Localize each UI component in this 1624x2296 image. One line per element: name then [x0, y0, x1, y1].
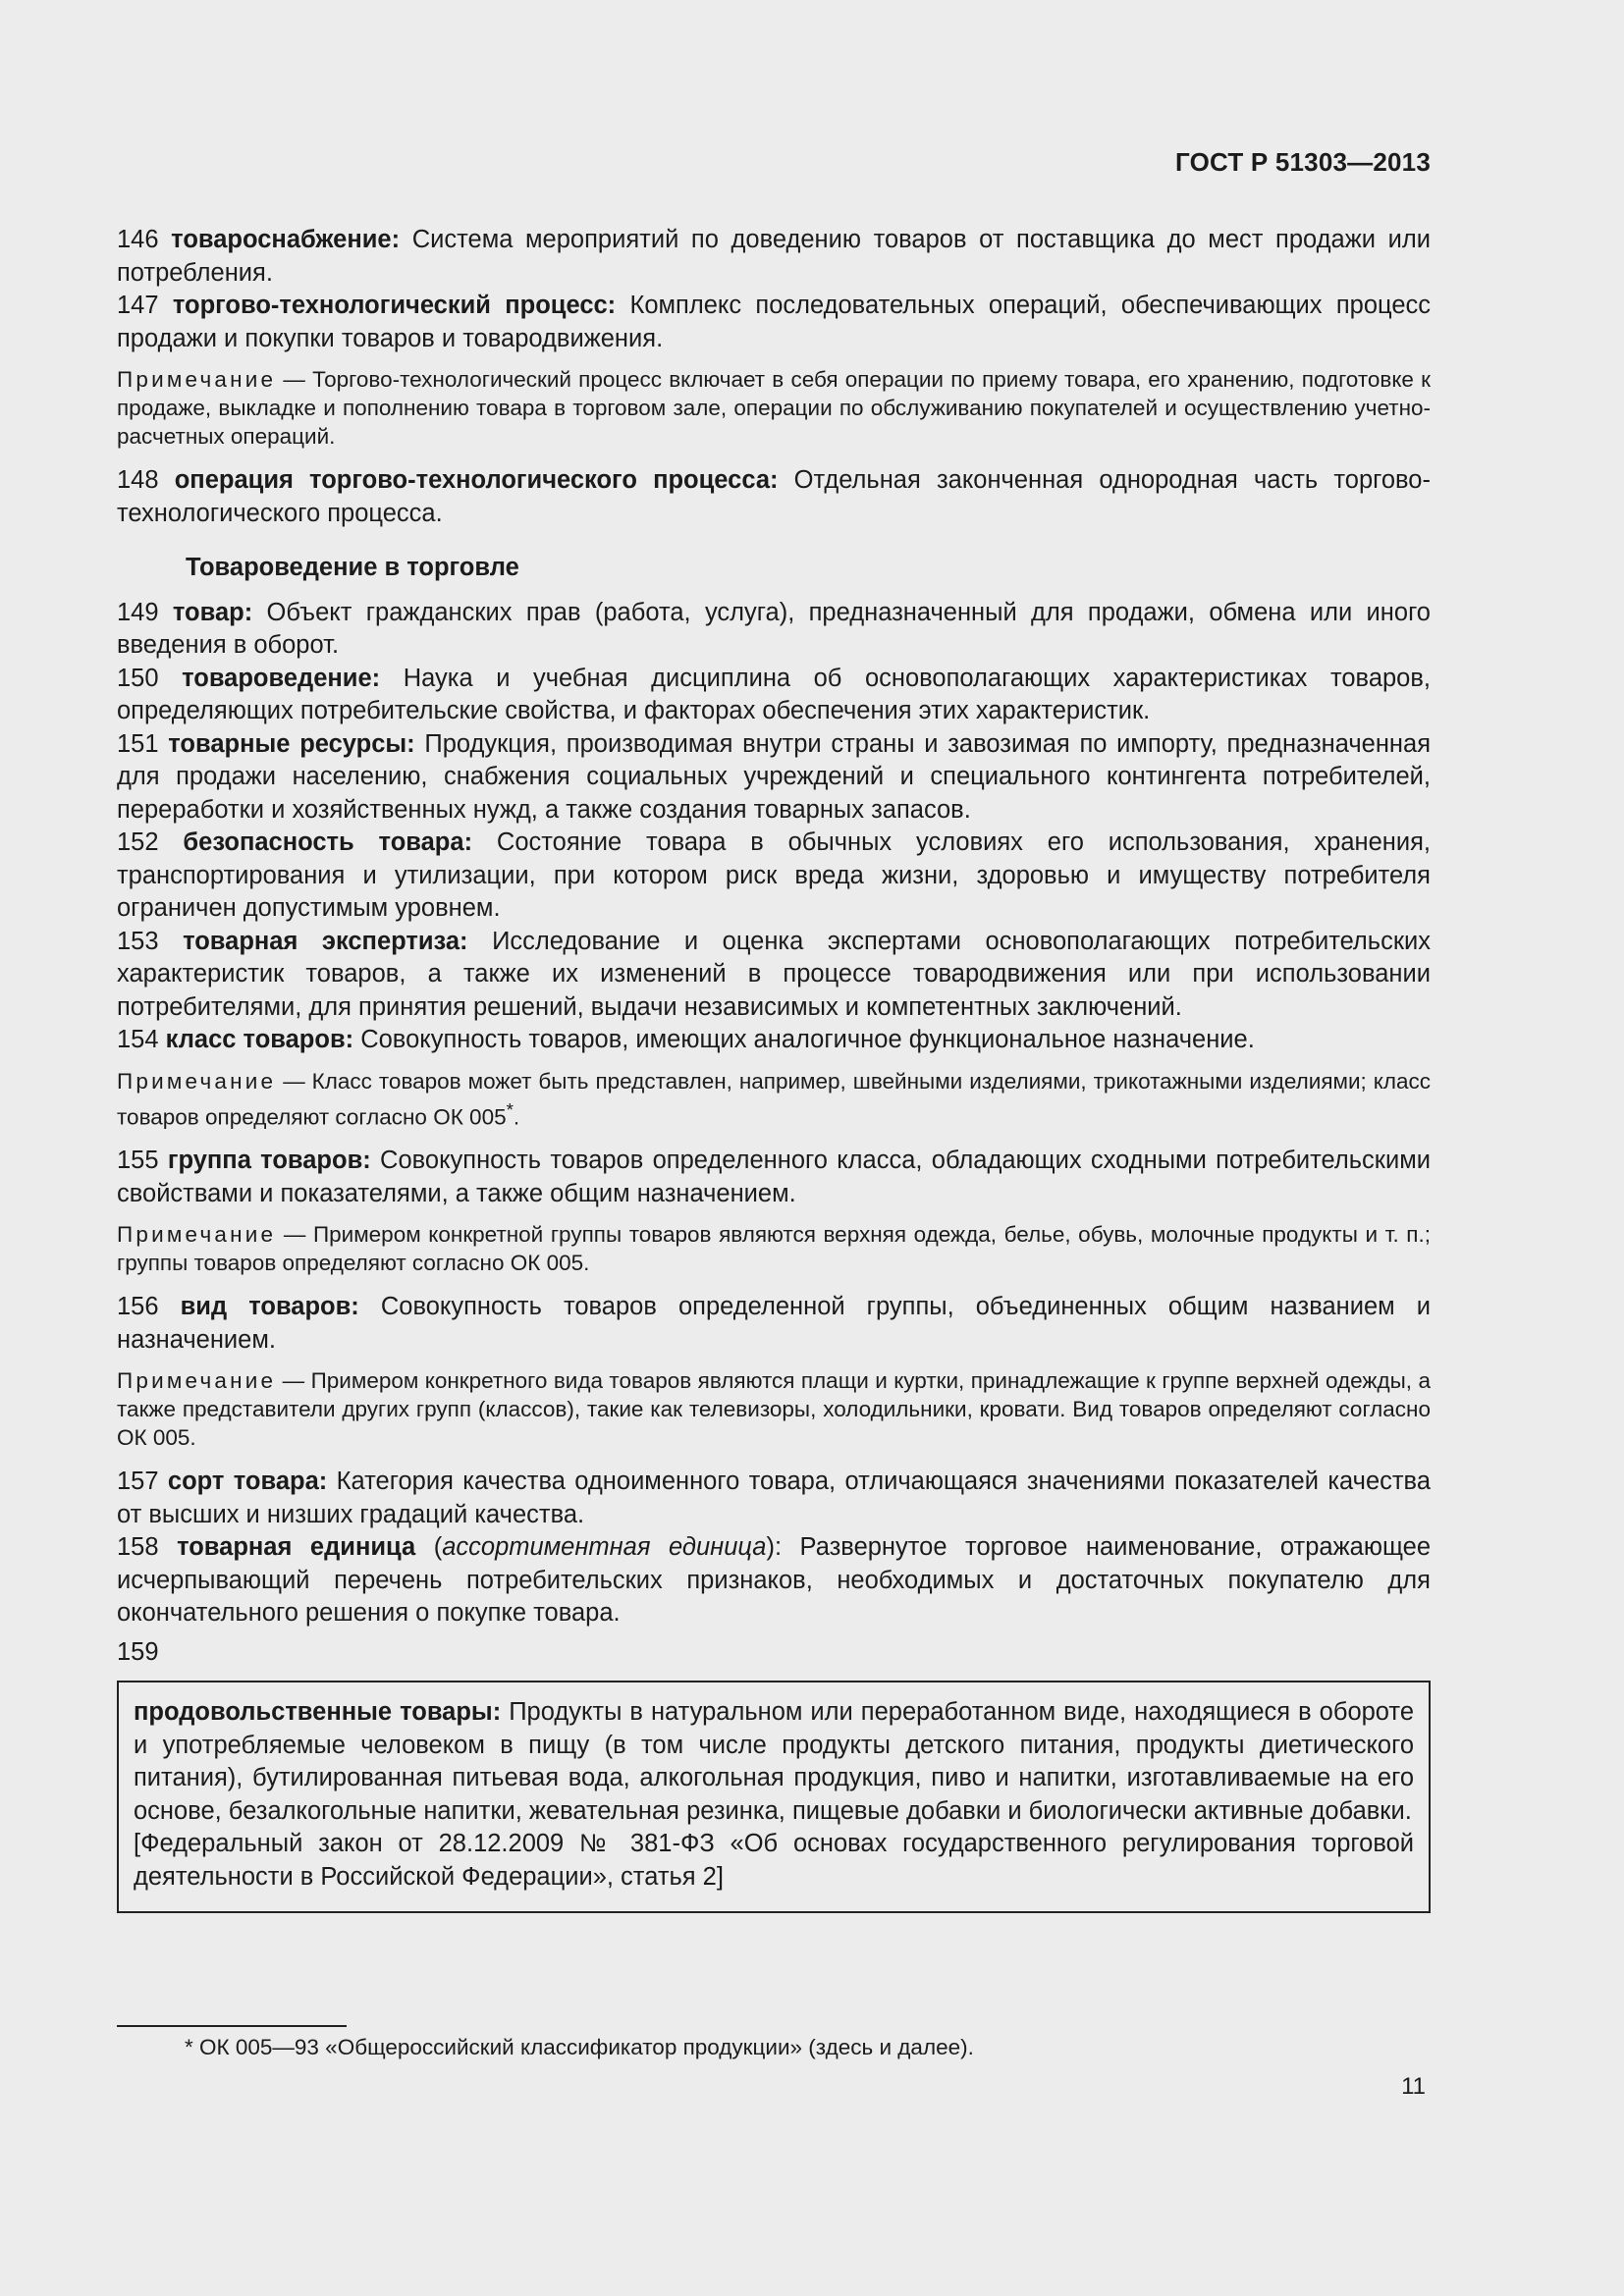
entry-number: 151: [117, 729, 159, 758]
entry-term: товарная экспертиза:: [183, 927, 468, 955]
note-end: .: [513, 1104, 520, 1129]
entry-term: вид товаров:: [180, 1293, 359, 1320]
boxed-definition-159: [117, 1681, 1431, 1913]
note-label: Примечание: [117, 1368, 277, 1393]
entry-number: 155: [117, 1147, 159, 1174]
entry-definition: Наука и учебная дисциплина об основополагающих характеристиках товаров, определяющих потребительские свойства, и факторах обеспечения этих характеристик.: [117, 664, 1431, 724]
entry-definition: Совокупность товаров определенной группы, объединенных общим названием и назначением.: [117, 1293, 1431, 1354]
main-content: [117, 224, 1431, 1913]
entry-154: [117, 1024, 1431, 1057]
entry-term: товароснабжение:: [171, 226, 401, 253]
entry-147: [117, 290, 1431, 355]
document-id-header: ГОСТ Р 51303—2013: [1175, 147, 1431, 177]
entry-definition: Объект гражданских прав (работа, услуга), предназначенный для продажи, обмена или иного введения в оборот.: [117, 598, 1431, 659]
entry-alt-term: ассортиментная единица: [442, 1533, 767, 1561]
entry-150: [117, 663, 1431, 728]
entry-159-number: 159: [117, 1637, 159, 1666]
entry-term: операция торгово-технологического процесса:: [174, 466, 779, 494]
entry-definition: Система мероприятий по доведению товаров от поставщика до мест продажи или потребления.: [117, 226, 1432, 287]
entry-term: торгово-технологический процесс:: [172, 292, 617, 319]
entry-term: сорт товара:: [167, 1468, 328, 1495]
entry-definition: Продукты в натуральном или переработанном виде, находящиеся в обороте и употребляемые человеком в пищу (в том числе продукты детского питания, продукты диетического питания), бутилированная питьевая вода, алкогольная продукция, пиво и напитки, изготавливаемые на его основе, безалкогольные напитки, жевательная резинка, пищевые добавки и биологически активные добавки.: [134, 1698, 1415, 1825]
entry-153: [117, 926, 1431, 1025]
note-label: Примечание: [117, 1222, 277, 1247]
entry-number: 147: [117, 292, 159, 319]
note-156: [117, 1366, 1431, 1452]
entry-term: группа товаров:: [167, 1147, 371, 1174]
note-text: — Торгово-технологический процесс включает в себя операции по приему товара, его хранению, подготовке к продаже, выкладке и пополнению товара в торговом зале, операции по обслуживанию покупателей и осуществлению учетно-расчетных операций.: [117, 367, 1431, 449]
entry-number: 156: [117, 1293, 159, 1320]
footnote-divider: [117, 2025, 347, 2027]
note-154: [117, 1067, 1431, 1132]
entry-156: [117, 1291, 1431, 1357]
entry-number: 154: [117, 1026, 159, 1053]
entry-155: [117, 1145, 1431, 1210]
entry-term: класс товаров:: [165, 1026, 354, 1053]
note-text: — Примером конкретной группы товаров являются верхняя одежда, белье, обувь, молочные продукты и т. п.; группы товаров определяют согласно ОК 005.: [117, 1222, 1431, 1275]
entry-number: 149: [117, 598, 159, 626]
entry-151: [117, 728, 1431, 828]
entry-148: [117, 464, 1431, 530]
entry-number: 157: [117, 1468, 159, 1495]
entry-149: [117, 597, 1431, 663]
entry-definition: ): Развернутое торговое наименование, отражающее исчерпывающий перечень потребительских признаков, необходимых и достаточных покупателю для окончательного решения о покупке товара.: [117, 1533, 1432, 1627]
entry-term: безопасность товара:: [183, 828, 473, 856]
entry-term: товарная единица: [177, 1533, 416, 1561]
entry-number: 153: [117, 927, 159, 955]
entry-term: товарные ресурсы:: [168, 729, 415, 758]
note-155: [117, 1220, 1431, 1277]
entry-152: [117, 827, 1431, 926]
entry-number: 158: [117, 1533, 159, 1561]
entry-definition: Исследование и оценка экспертами основополагающих потребительских характеристик товаров, а также их изменений в процессе товародвижения или при использовании потребителями, для принятия решений, выдачи независимых и компетентных заключений.: [117, 927, 1431, 1021]
entry-definition: Категория качества одноименного товара, отличающаяся значениями показателей качества от высших и низших градаций качества.: [117, 1468, 1431, 1528]
definition-source: [Федеральный закон от 28.12.2009 № 381-ФЗ «Об основах государственного регулирования торговой деятельности в Российской Федерации», статья 2]: [134, 1830, 1414, 1891]
entry-open-paren: (: [415, 1533, 443, 1561]
entry-term: продовольственные товары:: [134, 1698, 502, 1726]
entry-157: [117, 1466, 1431, 1531]
section-title: Товароведение в торговле: [186, 554, 519, 581]
entry-158: [117, 1531, 1431, 1630]
entry-number: 146: [117, 226, 159, 253]
note-147: [117, 365, 1431, 451]
entry-definition: Состояние товара в обычных условиях его использования, хранения, транспортирования и утилизации, при котором риск вреда жизни, здоровью и имуществу потребителя ограничен допустимым уровнем.: [117, 828, 1432, 922]
note-text: — Класс товаров может быть представлен, например, швейными изделиями, трикотажными изделиями; класс товаров определяют согласно ОК 005: [117, 1068, 1431, 1129]
footnote-mark: *: [506, 1098, 514, 1120]
note-label: Примечание: [117, 1068, 277, 1094]
footnote: * ОК 005—93 «Общероссийский классификатор продукции» (здесь и далее).: [185, 2035, 974, 2059]
entry-definition: Совокупность товаров, имеющих аналогичное функциональное назначение.: [353, 1026, 1255, 1053]
entry-definition: Совокупность товаров определенного класса, обладающих сходными потребительскими свойствами и показателями, а также общим назначением.: [117, 1147, 1431, 1207]
entry-number: 148: [117, 466, 159, 494]
entry-term: товар:: [172, 598, 253, 626]
page-number: 11: [1401, 2073, 1426, 2100]
entry-term: товароведение:: [182, 664, 381, 692]
entry-number: 152: [117, 828, 159, 856]
entry-definition: Комплекс последовательных операций, обеспечивающих процесс продажи и покупки товаров и товародвижения.: [117, 292, 1432, 352]
note-label: Примечание: [117, 367, 277, 392]
entry-definition: Отдельная законченная однородная часть торгово-технологического процесса.: [117, 466, 1431, 527]
note-text: — Примером конкретного вида товаров являются плащи и куртки, принадлежащие к группе верхней одежды, а также представители других групп (классов), такие как телевизоры, холодильники, кровати. Вид товаров определяют согласно ОК 005.: [117, 1368, 1431, 1450]
entry-definition: Продукция, производимая внутри страны и завозимая по импорту, предназначенная для продажи населению, снабжения социальных учреждений и специального контингента потребителей, переработки и хозяйственных нужд, а также создания товарных запасов.: [117, 729, 1431, 824]
boxed-definition-text: [134, 1696, 1414, 1828]
entry-146: [117, 224, 1431, 290]
entry-number: 150: [117, 664, 159, 692]
